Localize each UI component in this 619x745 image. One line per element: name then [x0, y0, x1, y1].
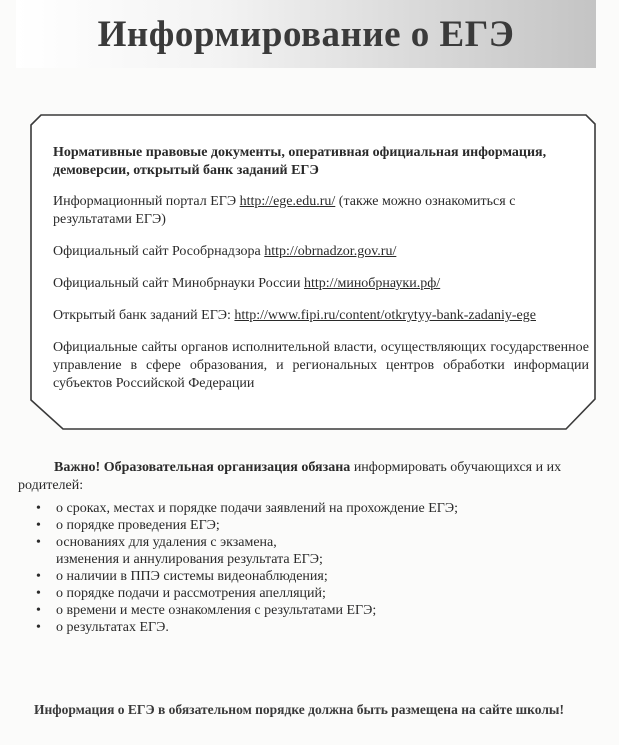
rosobr-line: [53, 243, 589, 261]
duties-list: [36, 500, 576, 636]
page-title: Информирование о ЕГЭ: [97, 13, 515, 55]
minobr-link[interactable]: http://минобрнауки.рф/: [304, 276, 441, 291]
important-rest: информировать обучающихся и их родителей:: [18, 460, 562, 493]
box-title: Нормативные правовые документы, оперативная официальная информация, демоверсии, открытый банк заданий ЕГЭ: [53, 145, 547, 178]
title-banner: [16, 0, 596, 68]
portal-note: (также можно ознакомиться с результатами ЕГЭ): [53, 194, 516, 227]
minobr-label: Официальный сайт Минобрнауки России: [53, 276, 305, 291]
authorities-text: Официальные сайты органов исполнительной власти, осуществляющих государственное управление в сфере образования, и региональных центров обработки информации субъектов Российской Федерации: [53, 340, 589, 391]
ege-portal-link[interactable]: http://ege.edu.ru/: [239, 194, 336, 209]
resources-box: [29, 114, 598, 432]
list-item: • о времени и месте ознакомления с результатами ЕГЭ;: [36, 602, 576, 619]
fipi-bank-link[interactable]: http://www.fipi.ru/content/otkrytyy-bank-zadaniy-ege: [234, 308, 536, 323]
bank-label: Открытый банк заданий ЕГЭ:: [53, 308, 235, 323]
list-item: • о результатах ЕГЭ.: [36, 619, 576, 636]
footer-note: Информация о ЕГЭ в обязательном порядке должна быть размещена на сайте школы!: [34, 702, 564, 717]
list-item: • о порядке подачи и рассмотрения апелляций;: [36, 585, 576, 602]
list-item: • о наличии в ППЭ системы видеонаблюдения;: [36, 568, 576, 585]
list-item: • основаниях для удаления с экзамена,: [36, 534, 576, 551]
important-bold: Важно! Образовательная организация обязана: [54, 460, 351, 475]
list-item-continuation: изменения и аннулирования результата ЕГЭ;: [56, 552, 323, 567]
minobr-line: [53, 275, 589, 293]
important-notice: [18, 459, 598, 495]
rosobr-label: Официальный сайт Рособрнадзора: [53, 244, 265, 259]
portal-label: Информационный портал ЕГЭ: [53, 194, 240, 209]
rosobr-link[interactable]: http://obrnadzor.gov.ru/: [264, 244, 397, 259]
list-item: • о сроках, местах и порядке подачи заявлений на прохождение ЕГЭ;: [36, 500, 576, 517]
portal-line: [53, 193, 589, 229]
bank-line: [53, 307, 589, 325]
list-item: • о порядке проведения ЕГЭ;: [36, 517, 576, 534]
